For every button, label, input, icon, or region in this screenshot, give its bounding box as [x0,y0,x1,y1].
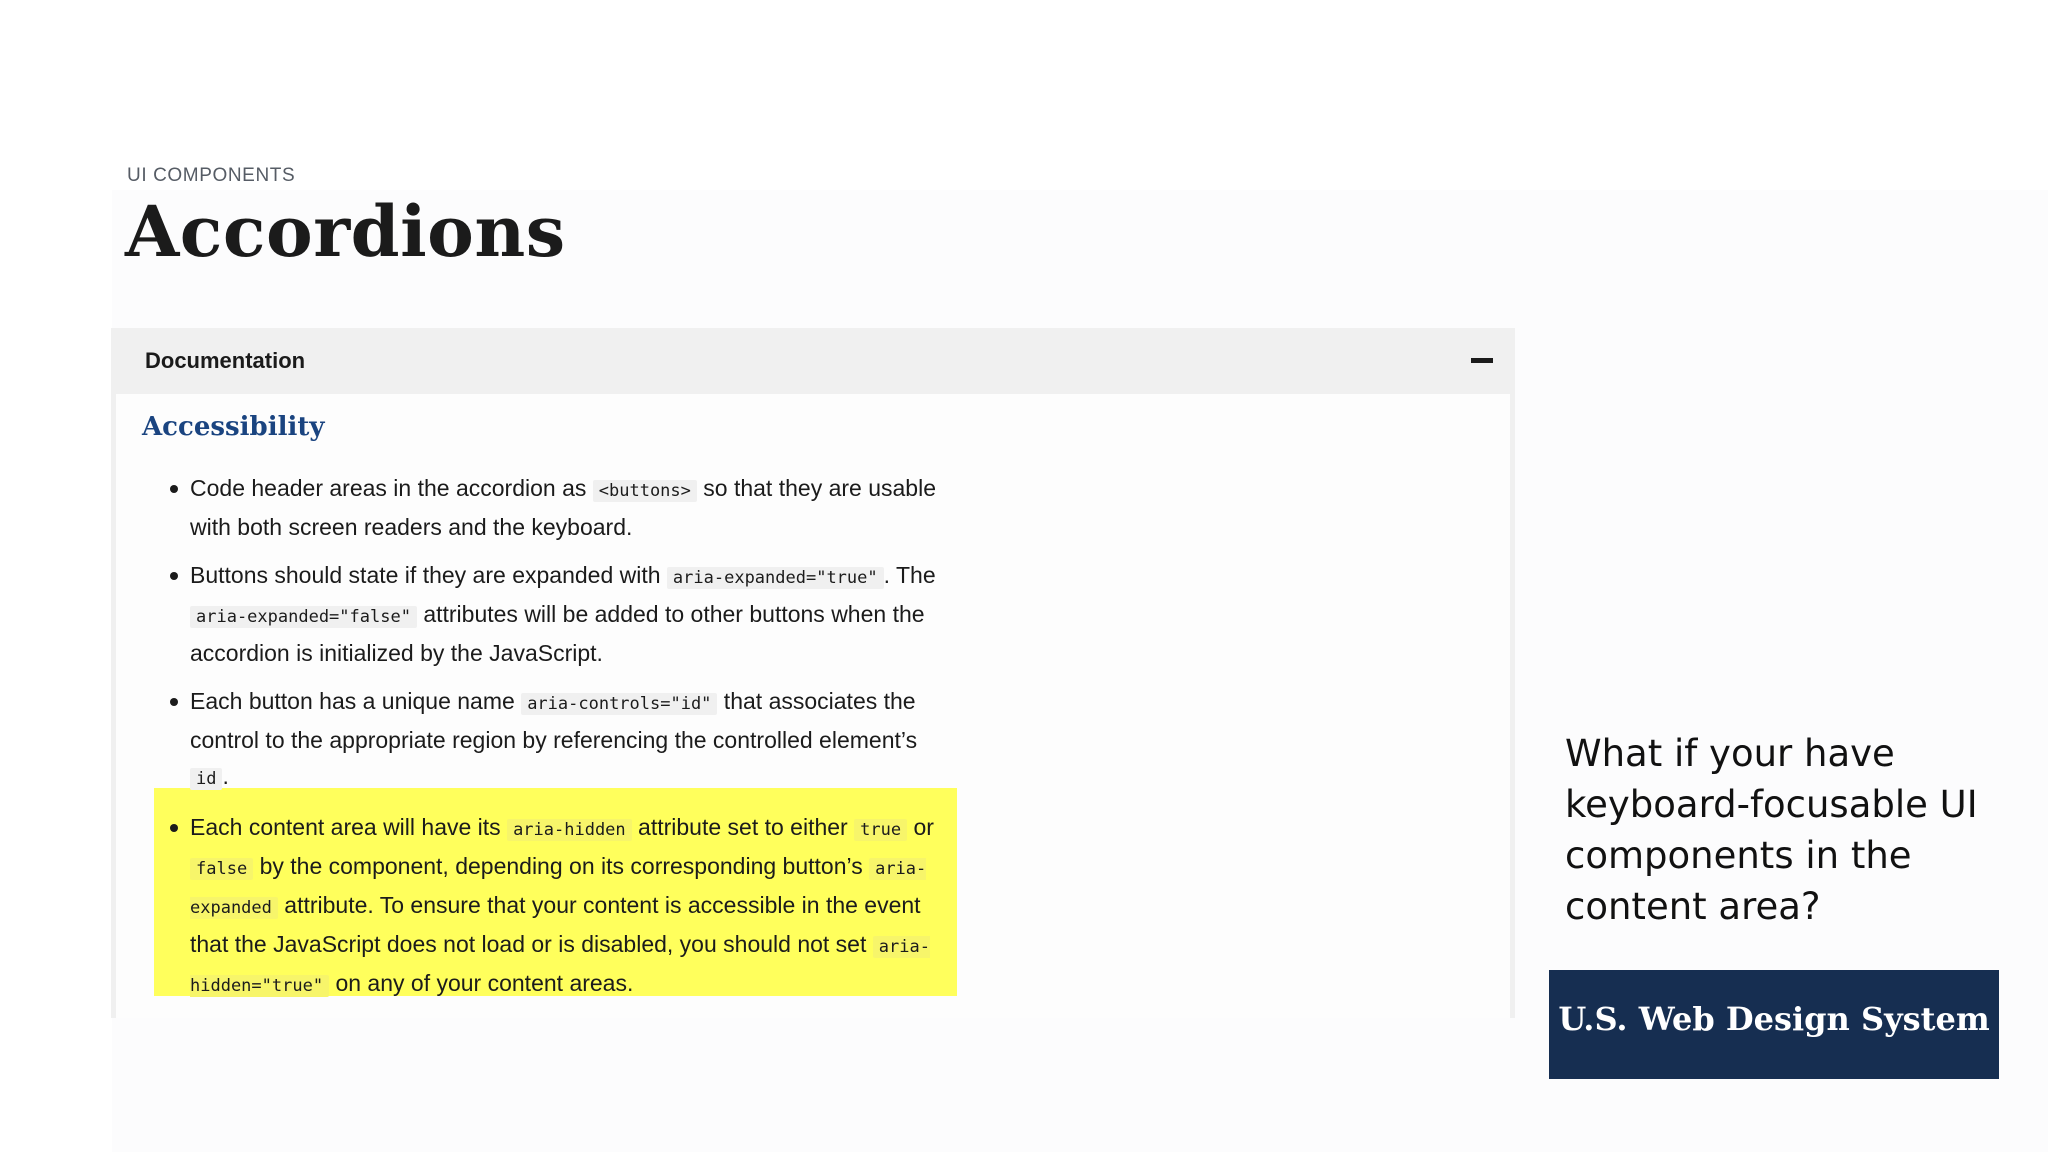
item-text: attributes will be added to other buttons when the accordion is initialized by the JavaScript. [190,601,925,666]
inline-code: aria-expanded="false" [190,606,417,628]
item-text: Each button has a unique name [190,688,522,714]
inline-code: <buttons> [593,480,697,502]
minus-icon[interactable] [1471,358,1493,363]
list-item [150,557,950,671]
item-text: that associates the control to the appropriate region by referencing the controlled element’s [190,688,918,753]
slide-question: What if your have keyboard-focusable UI components in the content area? [1565,732,1978,928]
item-text: Code header areas in the accordion as [190,475,593,501]
inline-code: aria-controls="id" [521,693,717,715]
item-text: Each content area will have its [190,814,508,840]
section-heading: Accessibility [142,412,325,442]
inline-code: aria-hidden="true" [190,937,930,996]
item-text: by the component, depending on its corresponding button’s [253,853,870,879]
item-text: attribute. To ensure that your content is accessible in the event that the JavaScript does not load or is disabled, you should not set [190,892,921,957]
accordion-header-label: Documentation [145,348,306,373]
inline-code: aria-expanded="true" [667,567,884,589]
accordion-header-button[interactable] [116,328,1510,394]
item-text: . [222,763,229,789]
item-text: on any of your content areas. [329,970,634,996]
item-text: or [907,814,934,840]
item-text: Buttons should state if they are expanded with [190,562,667,588]
item-text: . The [883,562,936,588]
breadcrumb[interactable]: UI COMPONENTS [127,165,296,186]
list-item [150,683,950,797]
brand-banner [1549,970,1999,1079]
page-title: Accordions [125,190,566,273]
inline-code: id [190,768,222,790]
inline-code: aria-expanded [190,859,927,918]
item-text: attribute set to either [631,814,855,840]
accessibility-list [150,470,950,1016]
item-text: so that they are usable with both screen readers and the keyboard. [190,475,936,540]
inline-code: false [190,858,253,880]
list-item [150,470,950,545]
inline-code: true [854,819,907,841]
list-item-highlighted [150,809,950,1004]
inline-code: aria-hidden [507,819,632,841]
brand-name: U.S. Web Design System [1558,1000,1990,1038]
